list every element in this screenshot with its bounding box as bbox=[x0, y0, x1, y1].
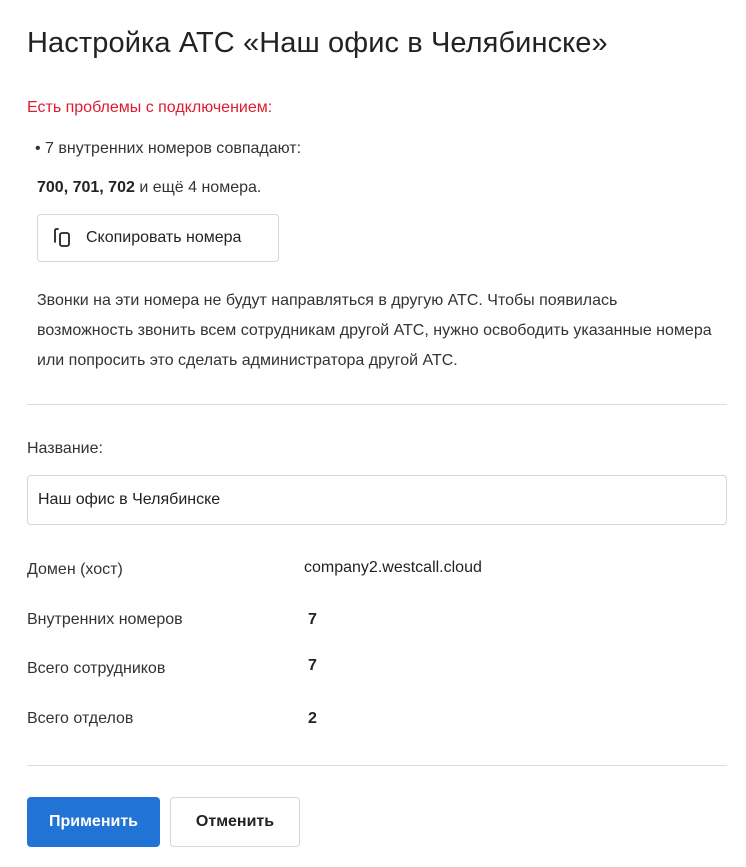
domain-value: company2.westcall.cloud bbox=[304, 559, 482, 576]
page-title: Настройка АТС «Наш офис в Челябинске» bbox=[27, 27, 608, 59]
section-divider bbox=[27, 404, 727, 405]
conflicting-numbers-list bbox=[37, 179, 261, 197]
connection-error-heading: Есть проблемы с подключением: bbox=[27, 99, 273, 116]
name-field-label: Название: bbox=[27, 440, 103, 457]
domain-label: Домен (хост) bbox=[27, 561, 123, 578]
copy-numbers-button[interactable] bbox=[37, 214, 279, 262]
conflicting-numbers-sample: 700, 701, 702 bbox=[37, 179, 135, 196]
extensions-value: 7 bbox=[308, 611, 317, 628]
section-divider bbox=[27, 765, 727, 766]
employees-label: Всего сотрудников bbox=[27, 660, 166, 677]
extensions-label: Внутренних номеров bbox=[27, 611, 183, 628]
conflicting-numbers-more: и ещё 4 номера. bbox=[134, 179, 262, 196]
cancel-button[interactable]: Отменить bbox=[170, 797, 300, 847]
apply-button[interactable]: Применить bbox=[27, 797, 160, 847]
copy-icon bbox=[52, 226, 74, 250]
employees-value: 7 bbox=[308, 657, 317, 674]
copy-numbers-button-label: Скопировать номера bbox=[86, 229, 242, 246]
departments-value: 2 bbox=[308, 710, 317, 727]
name-input[interactable] bbox=[27, 475, 727, 525]
conflicting-numbers-notice: • 7 внутренних номеров совпадают: bbox=[35, 140, 302, 157]
conflict-explanation: Звонки на эти номера не будут направляться в другую АТС. Чтобы появилась возможность звонить всем сотрудникам другой АТС, нужно освободить указанные номера или попросить это сделать администратора другой АТС. bbox=[37, 292, 712, 369]
departments-label: Всего отделов bbox=[27, 710, 134, 727]
